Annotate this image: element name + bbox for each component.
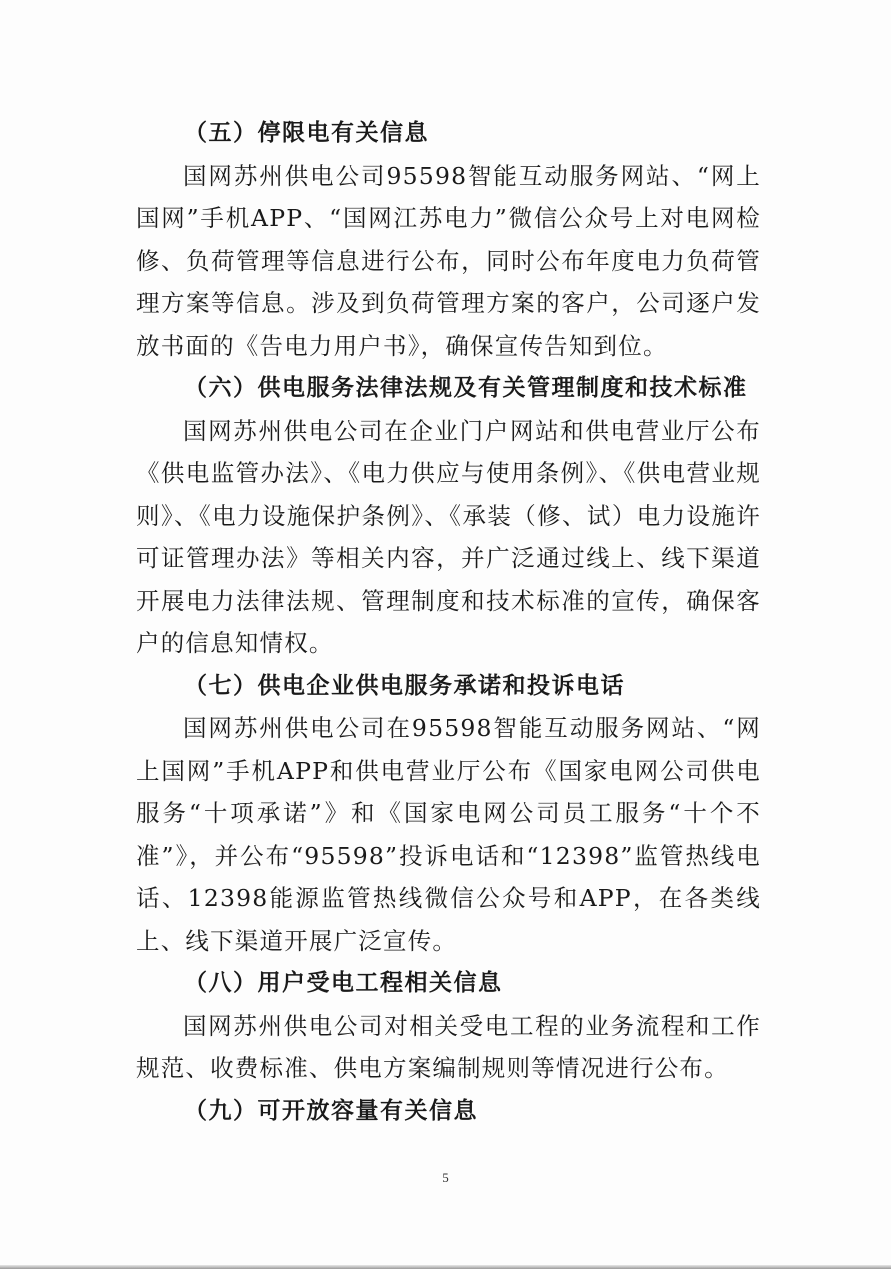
section-heading-6: （六）供电服务法律法规及有关管理制度和技术标准 <box>184 375 748 401</box>
section-heading-9: （九）可开放容量有关信息 <box>184 1097 478 1124</box>
document-body <box>136 112 761 1132</box>
section-heading-8: （八）用户受电工程相关信息 <box>184 970 503 996</box>
section-paragraph-5: 国网苏州供电公司95598智能互动服务网站、“网上国网”手机APP、“国网江苏电力”微信公众号上对电网检修、负荷管理等信息进行公布，同时公布年度电力负荷管理方案等信息。涉及到负荷管理方案的客户，公司逐户发放书面的《告电力用户书》，确保宣传告知到位。 <box>136 161 761 360</box>
scan-bottom-edge <box>0 1265 891 1269</box>
section-heading-5: （五）停限电有关信息 <box>184 120 429 146</box>
section-paragraph-7: 国网苏州供电公司在95598智能互动服务网站、“网上国网”手机APP和供电营业厅公布《国家电网公司供电服务“十项承诺”》和《国家电网公司员工服务“十个不准”》，并公布“95598”投诉电话和“12398”监管热线电话、12398能源监管热线微信公众号和APP，在各类线上、线下渠道开展广泛宣传。 <box>136 714 761 955</box>
section-heading-7: （七）供电企业供电服务承诺和投诉电话 <box>184 672 625 699</box>
page-number: 5 <box>442 1170 449 1185</box>
section-paragraph-8: 国网苏州供电公司对相关受电工程的业务流程和工作规范、收费标准、供电方案编制规则等情况进行公布。 <box>136 1011 761 1082</box>
section-paragraph-6: 国网苏州供电公司在企业门户网站和供电营业厅公布《供电监管办法》、《电力供应与使用条例》、《供电营业规则》、《电力设施保护条例》、《承装（修、试）电力设施许可证管理办法》等相关内容，并广泛通过线上、线下渠道开展电力法律法规、管理制度和技术标准的宣传，确保客户的信息知情权。 <box>136 416 761 657</box>
